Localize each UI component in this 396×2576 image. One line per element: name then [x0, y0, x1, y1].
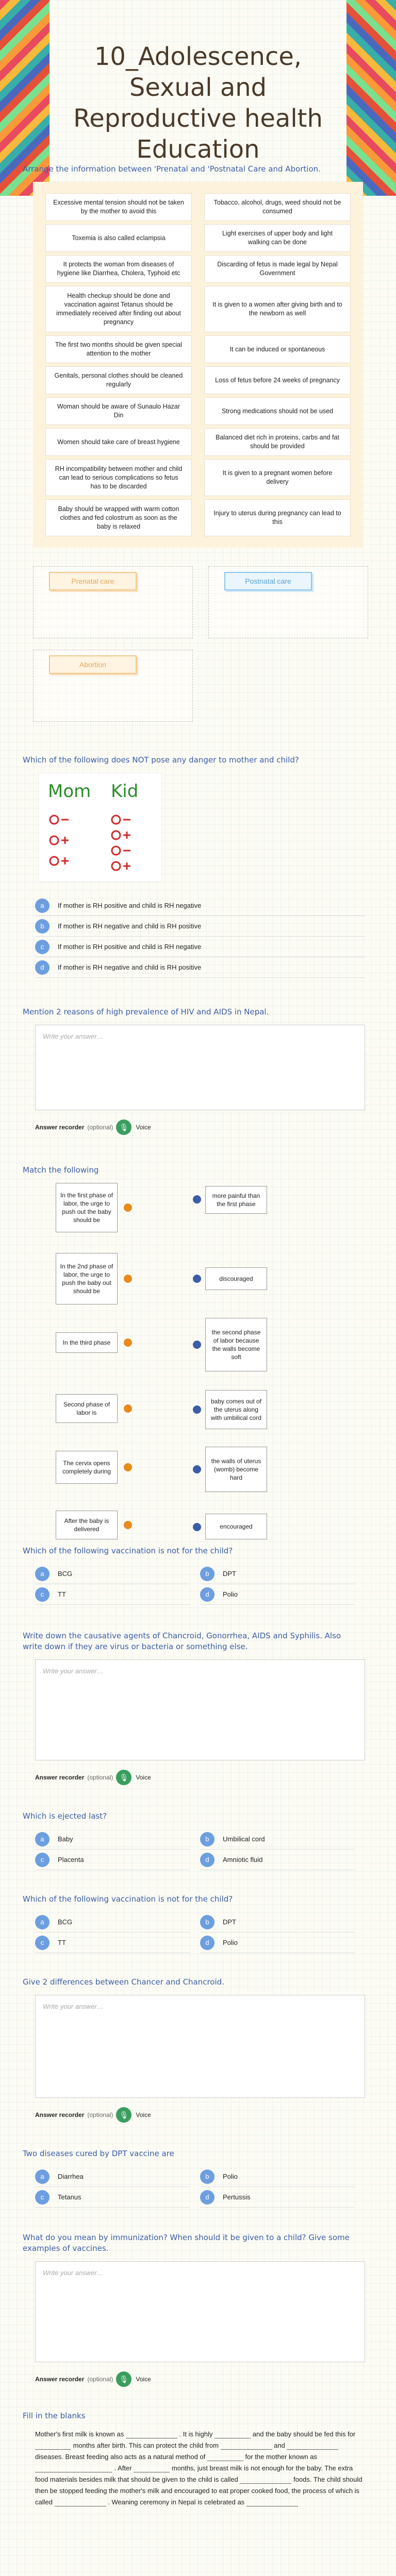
option-text: Polio — [223, 2173, 238, 2180]
option-a[interactable] — [35, 1564, 190, 1584]
answer-recorder — [35, 2371, 373, 2387]
text-segment: diseases. Breast feeding also acts as a natural method of — [35, 2453, 206, 2461]
recorder-optional: (optional) — [87, 2111, 113, 2119]
drag-card[interactable]: Tobacco, alcohol, drugs, weed should not be consumed — [204, 193, 351, 221]
match-left-item[interactable]: After the baby is delivered — [56, 1511, 118, 1539]
card-pool — [33, 182, 363, 548]
blank-input[interactable] — [35, 2465, 112, 2472]
option-b[interactable] — [200, 1829, 355, 1850]
drop-zone-abortion[interactable] — [33, 650, 193, 722]
drag-card[interactable]: Genitals, personal clothes should be cleaned regularly — [45, 366, 192, 394]
option-a[interactable] — [35, 2166, 190, 2187]
option-text: Pertussis — [223, 2193, 251, 2201]
match-right-dot[interactable] — [193, 1275, 201, 1283]
option-text: If mother is RH negative and child is RH positive — [58, 963, 202, 971]
option-b[interactable] — [200, 2166, 355, 2187]
option-c[interactable] — [35, 937, 365, 957]
drag-card[interactable]: Woman should be aware of Sunaulo Hazar Din — [45, 397, 192, 425]
question-11 — [23, 2232, 373, 2387]
option-letter: a — [35, 1567, 50, 1581]
option-c[interactable] — [35, 1584, 190, 1605]
question-prompt: Arrange the information between 'Prenatal and 'Postnatal Care and Abortion. — [23, 164, 321, 174]
voice-label: Voice — [136, 2376, 151, 2383]
drag-card[interactable]: It protects the woman from diseases of hygiene like Diarrhea, Cholera, Typhoid etc — [45, 255, 192, 283]
match-left-item[interactable]: In the 2nd phase of labor, the urge to push the baby out should be — [56, 1253, 118, 1304]
blank-input[interactable] — [126, 2431, 177, 2438]
blank-input[interactable] — [246, 2499, 298, 2506]
fill-in-blanks-text — [35, 2429, 365, 2508]
microphone-icon[interactable]: 🎙 — [116, 1120, 131, 1135]
option-text: TT — [58, 1590, 66, 1598]
question-prompt: Which of the following vaccination is not for the child? — [23, 1546, 233, 1555]
microphone-icon[interactable]: 🎙 — [116, 2107, 131, 2123]
match-left-item[interactable]: Second phase of labor is — [56, 1394, 118, 1423]
question-9 — [23, 1977, 373, 2123]
match-left-item[interactable]: In the first phase of labor, the urge to push out the baby should be — [56, 1183, 118, 1232]
question-prompt: What do you mean by immunization? When should it be given to a child? Give some examples of vaccines. — [23, 2233, 350, 2253]
option-text: Polio — [223, 1939, 238, 1946]
match-right-item[interactable]: baby comes out of the uterus along with umbilical cord — [205, 1390, 267, 1429]
option-text: Placenta — [58, 1856, 84, 1863]
option-b[interactable] — [35, 916, 365, 937]
voice-label: Voice — [136, 1774, 151, 1781]
page-title: 10_Adolescence, Sexual and Reproductive health Education — [73, 42, 323, 164]
option-d[interactable] — [200, 1933, 355, 1953]
answer-textarea[interactable]: Write your answer… — [35, 1025, 365, 1110]
drag-card[interactable]: Injury to uterus during pregnancy can lead to this — [204, 499, 351, 536]
match-right-item[interactable]: the walls of uterus (womb) become hard — [205, 1447, 267, 1492]
match-area — [35, 1183, 365, 1574]
option-letter: a — [35, 2170, 50, 2184]
option-text: BCG — [58, 1570, 73, 1578]
option-letter: d — [200, 2190, 214, 2205]
answer-recorder — [35, 1120, 373, 1135]
match-left-dot[interactable] — [124, 1404, 132, 1413]
voice-label: Voice — [136, 2111, 151, 2119]
drag-card[interactable]: It can be induced or spontaneous — [204, 335, 351, 363]
image-label-kid: Kid — [111, 781, 139, 802]
option-letter: d — [200, 1936, 214, 1950]
question-3 — [23, 1007, 373, 1135]
text-segment: foods. The child should then be stopped feeding the mother's milk and encouraged to eat proper cooked food, the process of which is called — [35, 2476, 362, 2506]
drag-card[interactable]: The first two months should be given special attention to the mother — [45, 335, 192, 363]
match-right-dot[interactable] — [193, 1465, 201, 1473]
text-segment: . Weaning ceremony in Nepal is celebrated as — [108, 2498, 245, 2506]
drop-zone-postnatal[interactable] — [208, 566, 368, 638]
option-letter: c — [35, 1587, 50, 1602]
drag-card[interactable]: Loss of fetus before 24 weeks of pregnancy — [204, 366, 351, 394]
voice-label: Voice — [136, 1124, 151, 1131]
option-letter: c — [35, 940, 50, 954]
option-b[interactable] — [200, 1912, 355, 1933]
answer-recorder — [35, 1770, 373, 1785]
option-letter: c — [35, 2190, 50, 2205]
option-c[interactable] — [35, 1933, 190, 1953]
drag-card[interactable]: Health checkup should be done and vaccination against Tetanus should be immediately received after finding out about pregnancy — [45, 286, 192, 332]
answer-recorder — [35, 2107, 373, 2123]
blank-input[interactable] — [221, 2443, 272, 2450]
text-segment: for the mother known as — [245, 2453, 317, 2461]
match-left-item[interactable]: The cervix opens completely during — [56, 1451, 118, 1484]
match-right-dot[interactable] — [193, 1405, 201, 1414]
match-left-dot[interactable] — [124, 1463, 132, 1471]
match-right-dot[interactable] — [193, 1195, 201, 1204]
question-5 — [23, 1546, 373, 1605]
match-left-dot[interactable] — [124, 1204, 132, 1212]
drop-zone-prenatal[interactable] — [33, 566, 193, 638]
match-right-item[interactable]: more painful than the first phase — [205, 1186, 267, 1214]
question-12 — [23, 2411, 373, 2508]
option-text: Diarrhea — [58, 2173, 84, 2180]
recorder-label: Answer recorder — [35, 1774, 85, 1781]
match-right-item[interactable]: the second phase of labor because the walls become soft — [205, 1318, 267, 1371]
category-label: Postnatal care — [224, 572, 312, 590]
answer-textarea[interactable]: Write your answer… — [35, 2261, 365, 2362]
drag-card[interactable]: It is given to a women after giving birth and to the newborn as well — [204, 286, 351, 332]
text-segment: Mother's first milk is known as — [35, 2430, 124, 2438]
text-segment: . After — [114, 2464, 132, 2472]
drag-card[interactable]: RH incompatibility between mother and child can lead to serious complications so fetus has to be discarded — [45, 459, 192, 496]
option-a[interactable] — [35, 895, 365, 916]
option-a[interactable] — [35, 1829, 190, 1850]
option-a[interactable] — [35, 1912, 190, 1933]
recorder-optional: (optional) — [87, 1124, 113, 1131]
option-letter: b — [200, 2170, 214, 2184]
match-left-dot[interactable] — [124, 1338, 132, 1347]
option-letter: b — [200, 1567, 214, 1581]
option-letter: a — [35, 1832, 50, 1846]
option-d[interactable] — [200, 1850, 355, 1870]
question-prompt: Which of the following vaccination is not for the child? — [23, 1894, 233, 1904]
option-text: BCG — [58, 1918, 73, 1926]
recorder-optional: (optional) — [87, 1774, 113, 1781]
option-letter: a — [35, 899, 50, 913]
option-text: DPT — [223, 1570, 236, 1578]
option-letter: d — [35, 960, 50, 975]
option-text: TT — [58, 1939, 66, 1946]
drag-card[interactable]: Women should take care of breast hygiene — [45, 428, 192, 456]
question-2 — [23, 755, 373, 978]
recorder-label: Answer recorder — [35, 1124, 85, 1131]
text-segment: months after birth. This can protect the child from — [73, 2442, 219, 2449]
option-c[interactable] — [35, 1850, 190, 1870]
option-letter: d — [200, 1587, 214, 1602]
question-prompt: Two diseases cured by DPT vaccine are — [23, 2149, 174, 2158]
question-image — [38, 773, 162, 882]
option-letter: b — [35, 919, 50, 934]
drag-card[interactable]: Balanced diet rich in proteins, carbs and fat should be provided — [204, 428, 351, 456]
match-left-item[interactable]: In the third phase — [56, 1332, 118, 1353]
option-d[interactable] — [35, 957, 365, 978]
question-prompt: Mention 2 reasons of high prevalence of HIV and AIDS in Nepal. — [23, 1007, 269, 1016]
question-prompt: Match the following — [23, 1165, 99, 1175]
option-b[interactable] — [200, 1564, 355, 1584]
text-segment: . It is highly — [179, 2430, 213, 2438]
drag-card[interactable]: Light exercises of upper body and light walking can be done — [204, 224, 351, 252]
match-right-dot[interactable] — [193, 1523, 201, 1531]
blank-input[interactable] — [134, 2465, 170, 2472]
microphone-icon[interactable]: 🎙 — [116, 2371, 131, 2387]
option-d[interactable] — [200, 2187, 355, 2208]
option-text: If mother is RH positive and child is RH negative — [58, 902, 202, 909]
blank-input[interactable] — [240, 2477, 291, 2484]
match-right-item[interactable]: discouraged — [205, 1267, 267, 1290]
text-segment: months, just breast milk is not enough for the baby. The extra food materials besides milk that should be given to the child is called — [35, 2464, 353, 2483]
option-letter: b — [200, 1915, 214, 1929]
category-label: Prenatal care — [49, 572, 137, 590]
question-4 — [23, 1165, 373, 1574]
match-left-dot[interactable] — [124, 1521, 132, 1529]
option-text: Polio — [223, 1590, 238, 1598]
option-text: If mother is RH positive and child is RH negative — [58, 943, 202, 951]
blank-input[interactable] — [55, 2499, 106, 2506]
question-6 — [23, 1631, 373, 1785]
question-prompt: Write down the causative agents of Chancroid, Gonorrhea, AIDS and Syphilis. Also write down if they are virus or bacteria or something else. — [23, 1631, 341, 1651]
image-label-mom: Mom — [48, 781, 91, 802]
option-letter: d — [200, 1853, 214, 1867]
blank-input[interactable] — [214, 2431, 251, 2438]
option-letter: a — [35, 1915, 50, 1929]
question-prompt: Give 2 differences between Chancer and Chancroid. — [23, 1977, 224, 1987]
option-letter: b — [200, 1832, 214, 1846]
question-8 — [23, 1894, 373, 1953]
match-left-dot[interactable] — [124, 1275, 132, 1283]
question-7 — [23, 1811, 373, 1870]
recorder-label: Answer recorder — [35, 2111, 85, 2119]
option-text: Amniotic fluid — [223, 1856, 263, 1863]
handwritten-rh-image — [39, 773, 162, 882]
blank-input[interactable] — [287, 2443, 338, 2450]
option-c[interactable] — [35, 2187, 190, 2208]
drag-card[interactable]: Strong medications should not be used — [204, 397, 351, 425]
blank-input[interactable] — [35, 2443, 71, 2450]
option-text: DPT — [223, 1918, 236, 1926]
drag-card[interactable]: Baby should be wrapped with warm cotton clothes and fed colostrum as soon as the baby is relaxed — [45, 499, 192, 536]
option-text: If mother is RH negative and child is RH positive — [58, 922, 202, 930]
text-segment: and — [274, 2442, 285, 2449]
match-right-dot[interactable] — [193, 1341, 201, 1349]
option-text: Baby — [58, 1835, 73, 1843]
question-10 — [23, 2148, 373, 2208]
drag-card[interactable]: It is given to a pregnant women before delivery — [204, 459, 351, 496]
answer-textarea[interactable]: Write your answer… — [35, 1659, 365, 1760]
recorder-label: Answer recorder — [35, 2376, 85, 2383]
drag-card[interactable]: Excessive mental tension should not be taken by the mother to avoid this — [45, 193, 192, 221]
blank-input[interactable] — [207, 2454, 243, 2461]
text-segment: and the baby should be fed this for — [252, 2430, 356, 2438]
question-prompt: Which of the following does NOT pose any danger to mother and child? — [23, 755, 299, 765]
option-text: Tetanus — [58, 2193, 81, 2201]
question-prompt: Which is ejected last? — [23, 1811, 107, 1821]
question-1 — [23, 164, 373, 722]
option-letter: c — [35, 1936, 50, 1950]
category-label: Abortion — [49, 655, 137, 674]
option-d[interactable] — [200, 1584, 355, 1605]
answer-textarea[interactable]: Write your answer… — [35, 1995, 365, 2098]
option-text: Umbilical cord — [223, 1835, 265, 1843]
question-prompt: Fill in the blanks — [23, 2411, 86, 2420]
drag-card[interactable]: Toxemia is also called eclampsia — [45, 224, 192, 252]
recorder-optional: (optional) — [87, 2376, 113, 2383]
match-right-item[interactable]: encouraged — [205, 1514, 267, 1539]
option-letter: c — [35, 1853, 50, 1867]
microphone-icon[interactable]: 🎙 — [116, 1770, 131, 1785]
drag-card[interactable]: Discarding of fetus is made legal by Nepal Government — [204, 255, 351, 283]
